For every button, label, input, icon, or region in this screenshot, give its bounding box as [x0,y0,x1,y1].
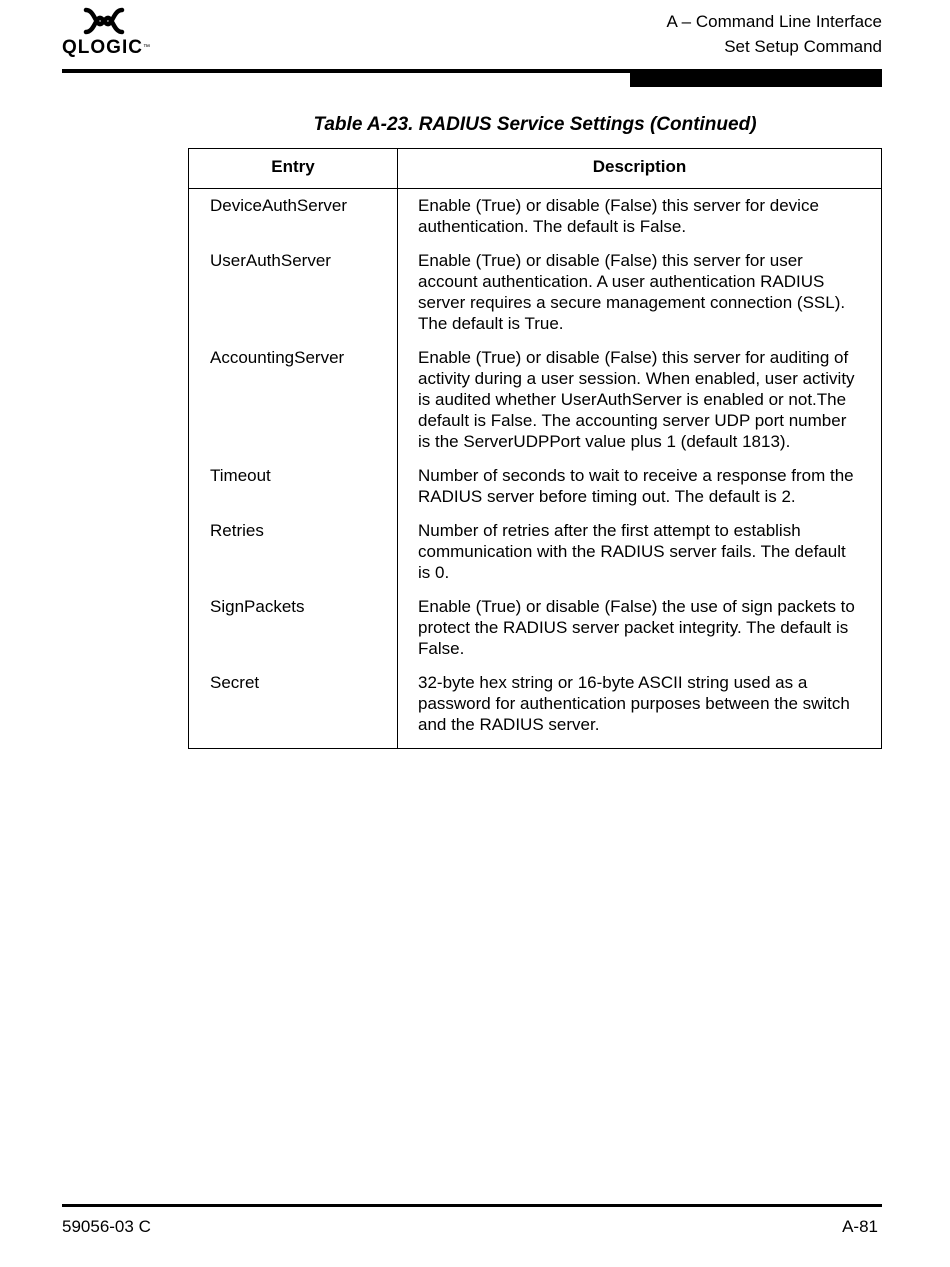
chapter-title: A – Command Line Interface [666,12,882,31]
entry-cell: UserAuthServer [210,251,331,270]
entry-cell: Timeout [210,466,271,485]
entry-cell: AccountingServer [210,348,345,367]
entry-cell: DeviceAuthServer [210,196,348,215]
table-body [189,195,881,748]
section-title: Set Setup Command [724,37,882,56]
description-cell: Enable (True) or disable (False) this server for auditing of activity during a user session. When enabled, user activity is audited whether UserAuthServer is enabled or not.The default is False. The accounting server UDP port number is the ServerUDPPort value plus 1 (default 1813). [418,348,855,451]
table-row [189,347,881,452]
settings-table [188,148,882,749]
table-row [189,465,881,507]
description-cell: Enable (True) or disable (False) this server for device authentication. The default is False. [418,196,819,236]
table-row [189,195,881,237]
table-row [189,596,881,659]
table-caption: Table A-23. RADIUS Service Settings (Continued) [313,114,757,135]
document-number: 59056-03 C [62,1217,151,1236]
table-row [189,250,881,334]
logo-wordmark: QLOGIC™ [62,37,151,58]
description-cell: Number of seconds to wait to receive a response from the RADIUS server before timing out. The default is 2. [418,466,854,506]
qlogic-logo [62,6,152,60]
page-number: A-81 [842,1217,878,1236]
column-header-description: Description [592,157,687,176]
entry-cell: SignPackets [210,597,305,616]
table-row [189,672,881,735]
header-divider [189,188,881,189]
running-header [667,9,882,59]
description-cell: Enable (True) or disable (False) the use of sign packets to protect the RADIUS server packet integrity. The default is False. [418,597,855,658]
description-cell: Number of retries after the first attempt to establish communication with the RADIUS server fails. The default is 0. [418,521,846,582]
header-tab-bar [630,69,882,87]
table-row [189,520,881,583]
description-cell: 32-byte hex string or 16-byte ASCII string used as a password for authentication purposes between the switch and the RADIUS server. [418,673,850,734]
entry-cell: Retries [210,521,264,540]
qlogic-knot-icon [82,6,126,36]
footer-rule [62,1204,882,1207]
entry-cell: Secret [210,673,260,692]
description-cell: Enable (True) or disable (False) this server for user account authentication. A user authentication RADIUS server requires a secure management connection (SSL). The default is True. [418,251,846,333]
column-header-entry: Entry [271,157,315,176]
